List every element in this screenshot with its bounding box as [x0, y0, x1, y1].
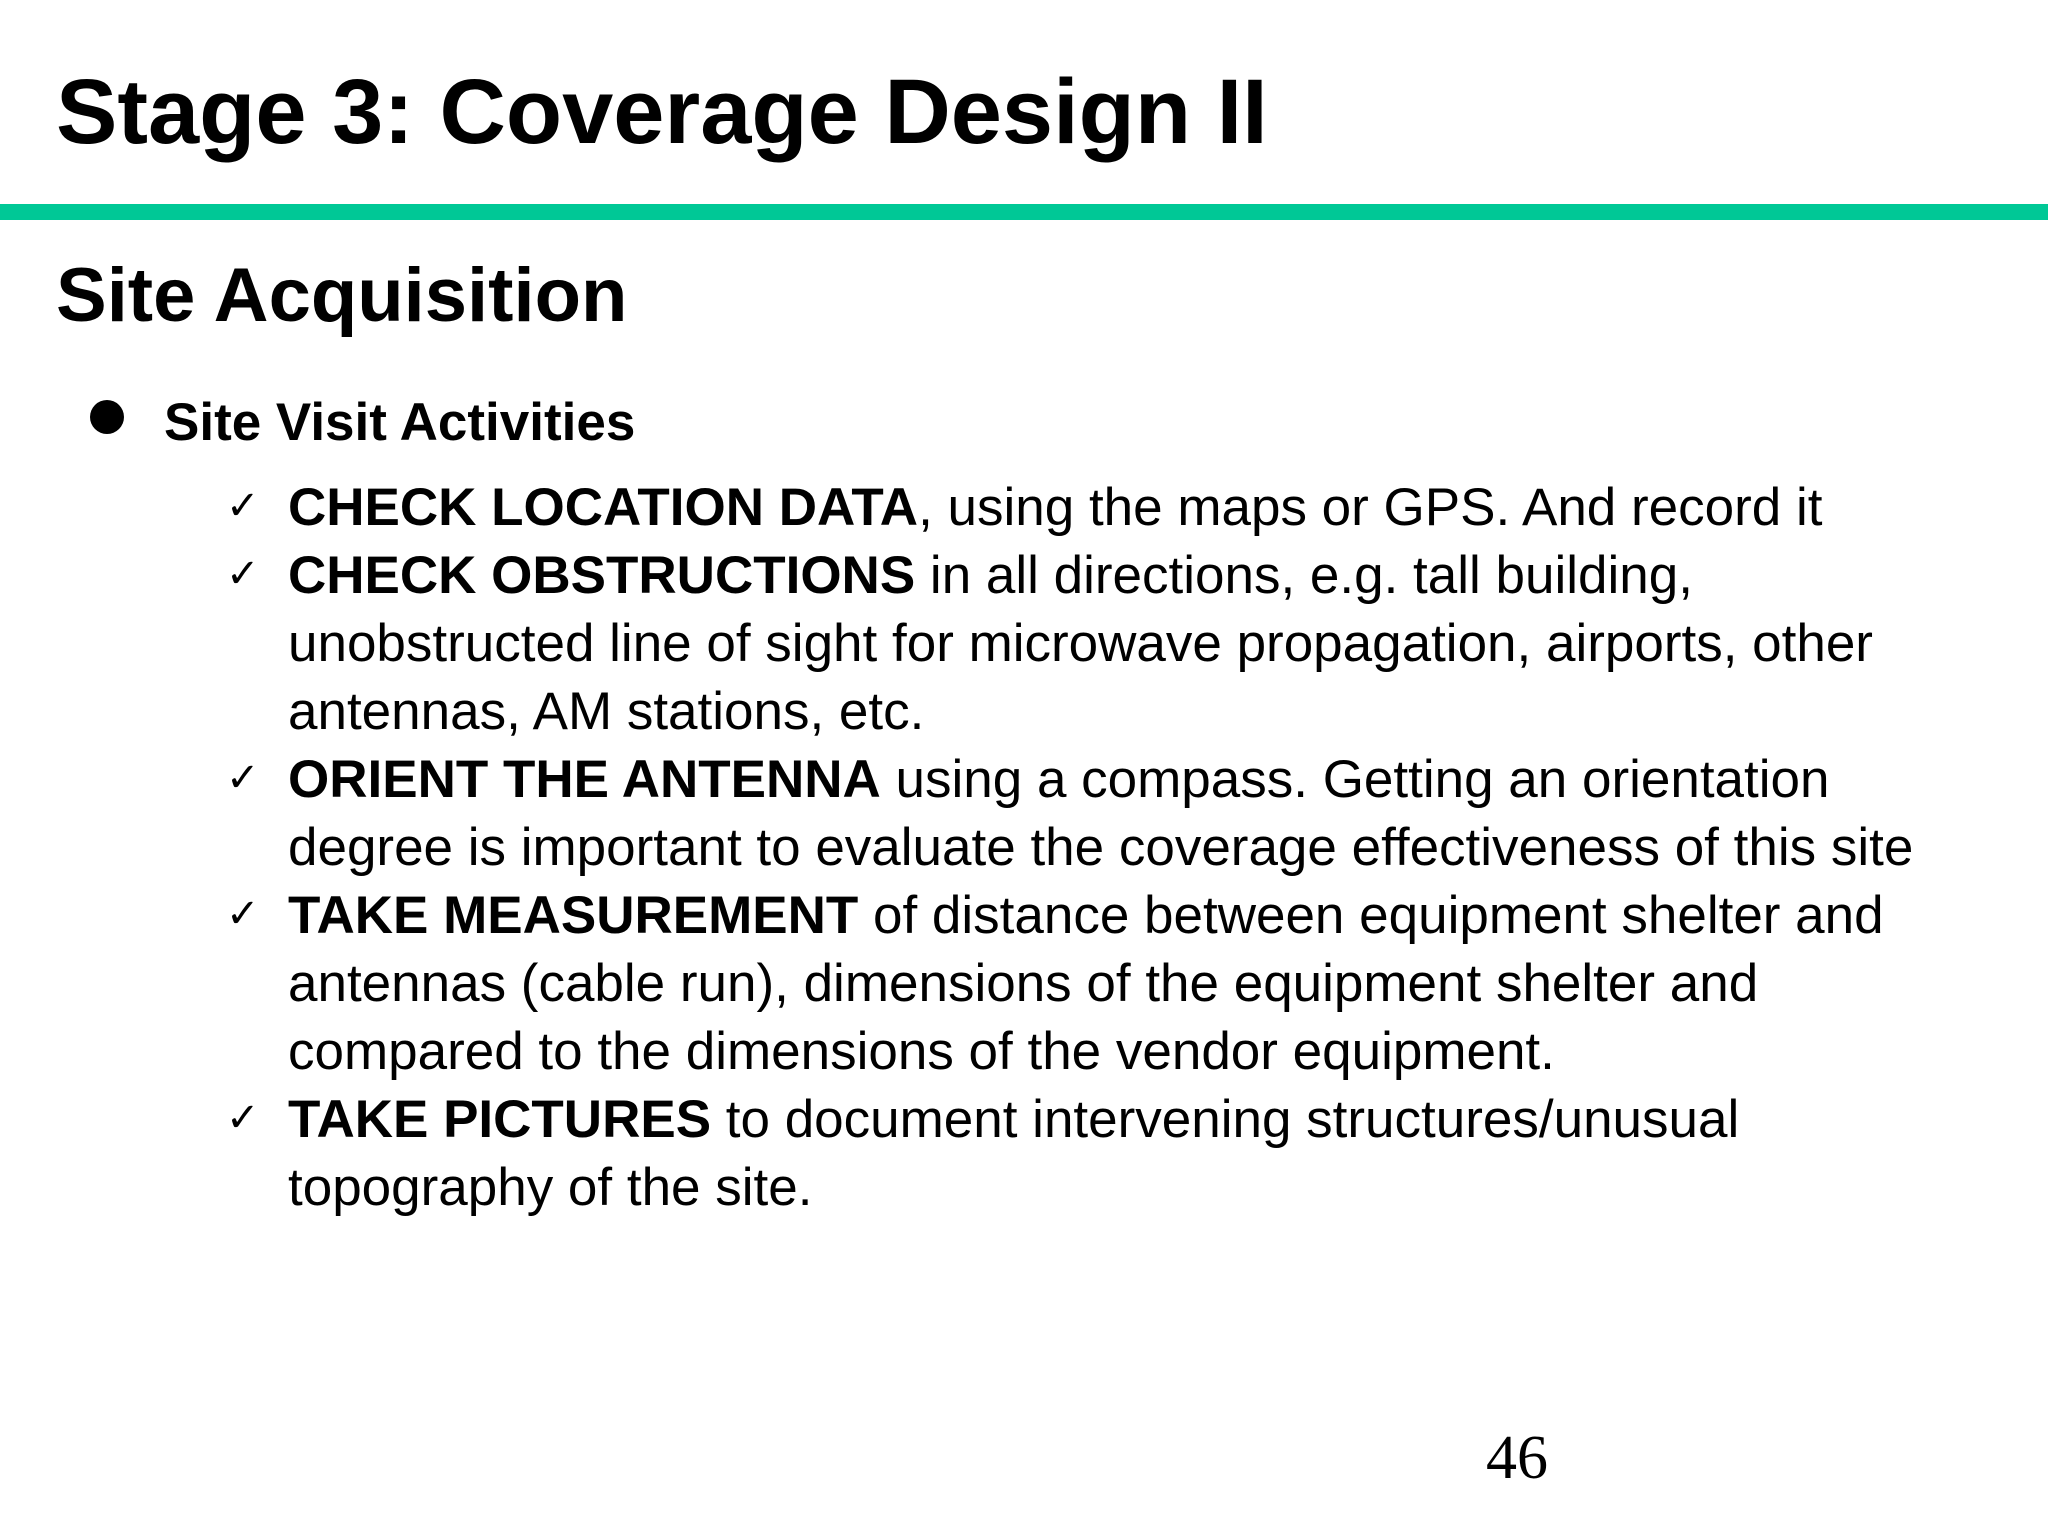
check-icon: ✓ — [226, 755, 260, 801]
check-icon: ✓ — [226, 551, 260, 597]
activity-text: to document intervening structures/unusual topography of the site. — [288, 1090, 1740, 1217]
bullet-dot-icon — [90, 400, 124, 434]
check-icon: ✓ — [226, 1095, 260, 1141]
slide-title: Stage 3: Coverage Design II — [56, 61, 1268, 163]
activity-text: , using the maps or GPS. And record it — [918, 478, 1823, 537]
activity-lead: TAKE PICTURES — [288, 1090, 712, 1149]
section-heading: Site Acquisition — [56, 253, 628, 338]
bullet-label: Site Visit Activities — [164, 393, 636, 452]
activity-text: using a compass. Getting an orientation degree is important to evaluate the coverage effectiveness of this site — [288, 750, 1914, 877]
activity-item-orient-antenna — [226, 746, 2006, 882]
activity-lead: CHECK OBSTRUCTIONS — [288, 546, 916, 605]
activity-item-location-data — [226, 474, 2006, 542]
check-icon: ✓ — [226, 483, 260, 529]
activity-text: in all directions, e.g. tall building, unobstructed line of sight for microwave propagation, airports, other antennas, AM stations, etc. — [288, 546, 1873, 741]
page-number: 46 — [1486, 1424, 1548, 1492]
activity-lead: TAKE MEASUREMENT — [288, 886, 859, 945]
check-icon: ✓ — [226, 891, 260, 937]
activity-lead: ORIENT THE ANTENNA — [288, 750, 881, 809]
activity-item-pictures — [226, 1086, 2006, 1222]
activity-list — [226, 474, 2006, 1222]
bullet-site-visit-activities — [90, 388, 635, 458]
activity-lead: CHECK LOCATION DATA — [288, 478, 919, 537]
title-divider — [0, 204, 2048, 220]
activity-item-obstructions — [226, 542, 2006, 746]
activity-item-measurement — [226, 882, 2006, 1086]
activity-text: of distance between equipment shelter and antennas (cable run), dimensions of the equipment shelter and compared to the dimensions of the vendor equipment. — [288, 886, 1884, 1081]
